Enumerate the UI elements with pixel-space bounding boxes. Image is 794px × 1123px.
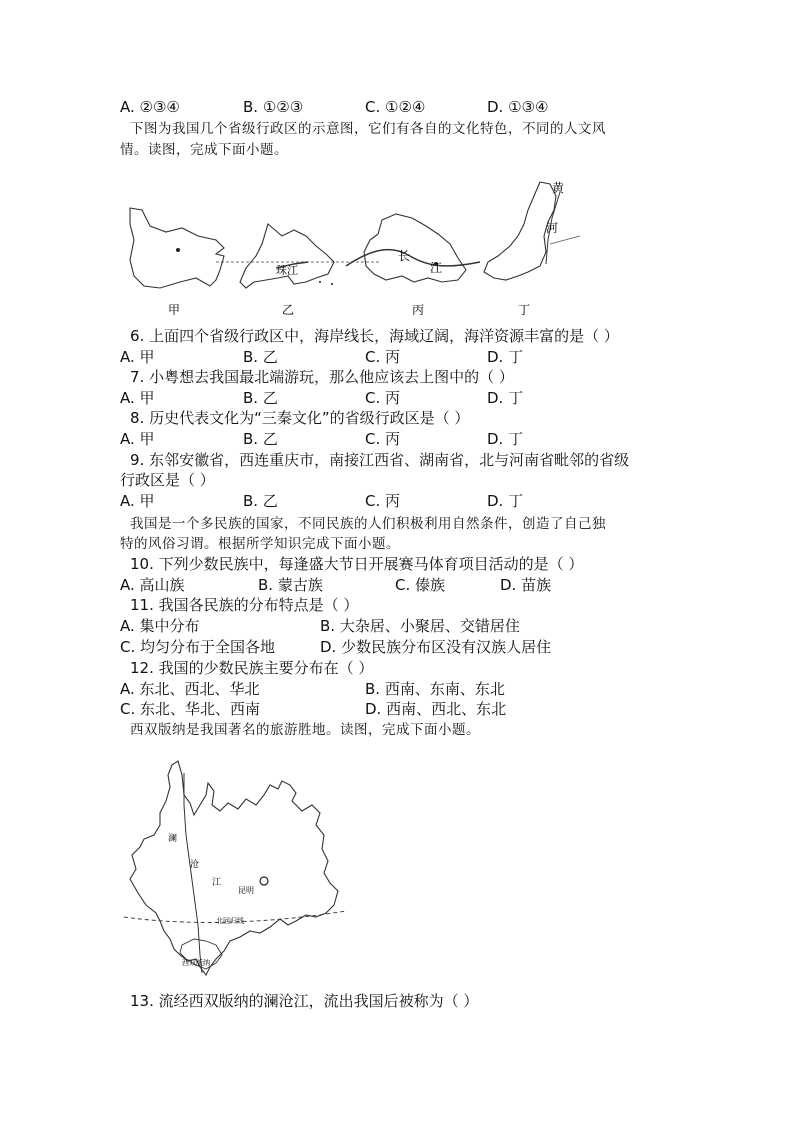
q7-option-a: A. 甲 bbox=[120, 389, 155, 407]
q11-option-d: D. 少数民族分布区没有汉族人居住 bbox=[320, 638, 552, 656]
q9-option-d: D. 丁 bbox=[487, 492, 524, 510]
q6-option-d: D. 丁 bbox=[487, 348, 524, 366]
label-he: 河 bbox=[546, 221, 559, 235]
label-tropic: 北回归线 bbox=[216, 917, 244, 925]
q10-option-a: A. 高山族 bbox=[120, 576, 185, 594]
city-dot bbox=[176, 248, 180, 252]
option-b: B. ①②③ bbox=[243, 98, 304, 116]
q10-option-b: B. 蒙古族 bbox=[258, 576, 323, 594]
q9-option-a: A. 甲 bbox=[120, 492, 155, 510]
province-jia-outline bbox=[130, 208, 224, 288]
q12-option-b: B. 西南、东南、东北 bbox=[365, 680, 505, 698]
q10-option-c: C. 傣族 bbox=[395, 576, 446, 594]
yunnan-map bbox=[120, 755, 350, 980]
provinces-map bbox=[120, 170, 600, 320]
q11-option-c: C. 均匀分布于全国各地 bbox=[120, 638, 276, 656]
option-d: D. ①③④ bbox=[487, 98, 549, 116]
label-bing: 丙 bbox=[412, 303, 425, 317]
label-jiang: 江 bbox=[212, 878, 222, 888]
label-xishuangbanna: 西双版纳 bbox=[182, 959, 210, 967]
q10-option-d: D. 苗族 bbox=[500, 576, 552, 594]
question-12: 12. 我国的少数民族主要分布在（ ） bbox=[130, 659, 374, 677]
yunnan-outline bbox=[130, 761, 338, 975]
option-a: A. ②③④ bbox=[120, 98, 180, 116]
q8-option-c: C. 丙 bbox=[365, 430, 401, 448]
label-lan: 澜 bbox=[168, 834, 178, 844]
question-6: 6. 上面四个省级行政区中，海岸线长，海域辽阔，海洋资源丰富的是（ ） bbox=[130, 327, 619, 345]
intro-text-2: 我国是一个多民族的国家，不同民族的人们积极利用自然条件，创造了自己独 bbox=[130, 516, 606, 532]
label-jia: 甲 bbox=[168, 303, 181, 317]
label-kunming: 昆明 bbox=[238, 886, 254, 895]
q12-option-a: A. 东北、西北、华北 bbox=[120, 680, 260, 698]
question-11: 11. 我国各民族的分布特点是（ ） bbox=[130, 596, 359, 614]
question-13: 13. 流经西双版纳的澜沧江，流出我国后被称为（ ） bbox=[130, 992, 479, 1010]
q7-option-d: D. 丁 bbox=[487, 389, 524, 407]
kunming-marker bbox=[260, 877, 268, 885]
q6-option-c: C. 丙 bbox=[365, 348, 401, 366]
intro-text-3: 西双版纳是我国著名的旅游胜地。读图，完成下面小题。 bbox=[130, 722, 480, 738]
option-c: C. ①②④ bbox=[365, 98, 426, 116]
q8-option-d: D. 丁 bbox=[487, 430, 524, 448]
q9-option-c: C. 丙 bbox=[365, 492, 401, 510]
question-8: 8. 历史代表文化为“三秦文化”的省级行政区是（ ） bbox=[130, 409, 470, 427]
q8-option-b: B. 乙 bbox=[243, 430, 278, 448]
q12-option-c: C. 东北、华北、西南 bbox=[120, 700, 261, 718]
q7-option-b: B. 乙 bbox=[243, 389, 278, 407]
intro-text-1b: 情。读图，完成下面小题。 bbox=[120, 142, 288, 158]
q12-option-d: D. 西南、西北、东北 bbox=[365, 700, 507, 718]
q7-option-c: C. 丙 bbox=[365, 389, 401, 407]
q6-option-b: B. 乙 bbox=[243, 348, 278, 366]
label-jiang: 江 bbox=[430, 261, 443, 275]
q8-option-a: A. 甲 bbox=[120, 430, 155, 448]
question-9-cont: 行政区是（ ） bbox=[120, 471, 215, 489]
question-10: 10. 下列少数民族中，每逢盛大节日开展赛马体育项目活动的是（ ） bbox=[130, 555, 584, 573]
q11-option-b: B. 大杂居、小聚居、交错居住 bbox=[320, 617, 520, 635]
q6-option-a: A. 甲 bbox=[120, 348, 155, 366]
province-bing-outline bbox=[364, 214, 466, 282]
question-9: 9. 东邻安徽省，西连重庆市，南接江西省、湖南省，北与河南省毗邻的省级 bbox=[130, 451, 630, 469]
question-7: 7. 小粤想去我国最北端游玩，那么他应该去上图中的（ ） bbox=[130, 368, 514, 386]
label-zhujiang: 珠江 bbox=[276, 264, 298, 277]
province-yi-outline bbox=[240, 224, 334, 288]
label-ding: 丁 bbox=[518, 303, 531, 317]
intro-text-2b: 特的风俗习谓。根据所学知识完成下面小题。 bbox=[120, 536, 400, 552]
label-yi: 乙 bbox=[282, 303, 295, 317]
label-chang: 长 bbox=[398, 249, 411, 263]
label-cang: 沧 bbox=[190, 860, 200, 870]
label-huang: 黄 bbox=[552, 181, 565, 195]
q11-option-a: A. 集中分布 bbox=[120, 617, 200, 635]
intro-text-1: 下图为我国几个省级行政区的示意图，它们有各自的文化特色，不同的人文风 bbox=[130, 121, 606, 137]
q9-option-b: B. 乙 bbox=[243, 492, 278, 510]
